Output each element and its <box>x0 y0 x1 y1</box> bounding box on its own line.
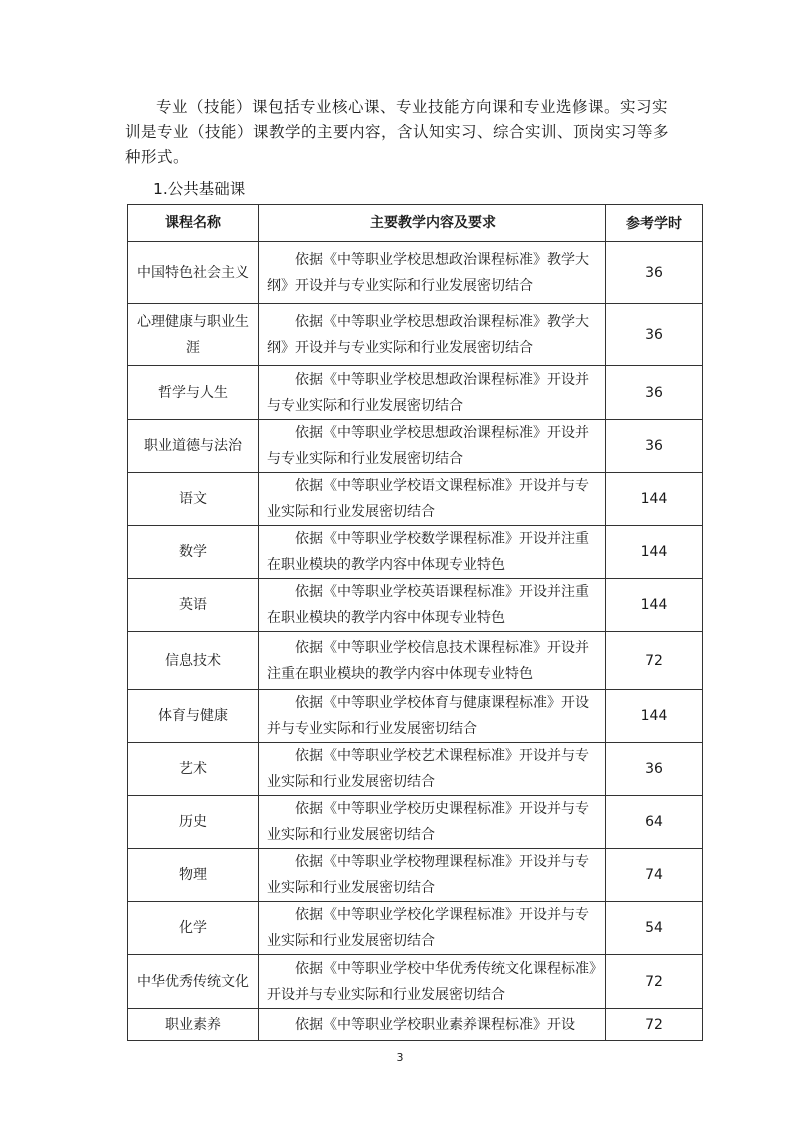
course-hours: 144 <box>606 579 703 632</box>
table-row <box>128 304 703 366</box>
course-table <box>127 204 703 1041</box>
course-hours: 54 <box>606 902 703 955</box>
course-hours: 144 <box>606 473 703 526</box>
course-name: 体育与健康 <box>128 690 259 743</box>
course-requirement: 依据《中等职业学校中华优秀传统文化课程标准》开设并与专业实际和行业发展密切结合 <box>259 955 606 1009</box>
course-hours: 144 <box>606 690 703 743</box>
course-hours: 72 <box>606 632 703 690</box>
table-header-row <box>128 205 703 242</box>
course-name: 历史 <box>128 796 259 849</box>
section-title: 1.公共基础课 <box>153 180 246 198</box>
course-requirement: 依据《中等职业学校数学课程标准》开设并注重在职业模块的教学内容中体现专业特色 <box>259 526 606 579</box>
course-requirement: 依据《中等职业学校物理课程标准》开设并与专业实际和行业发展密切结合 <box>259 849 606 902</box>
header-hours: 参考学时 <box>606 205 703 242</box>
course-requirement: 依据《中等职业学校化学课程标准》开设并与专业实际和行业发展密切结合 <box>259 902 606 955</box>
course-requirement: 依据《中等职业学校语文课程标准》开设并与专业实际和行业发展密切结合 <box>259 473 606 526</box>
course-requirement: 依据《中等职业学校历史课程标准》开设并与专业实际和行业发展密切结合 <box>259 796 606 849</box>
table-row <box>128 743 703 796</box>
course-name: 心理健康与职业生涯 <box>128 304 259 366</box>
table-row <box>128 473 703 526</box>
course-name: 中华优秀传统文化 <box>128 955 259 1009</box>
table-row <box>128 1009 703 1041</box>
course-hours: 64 <box>606 796 703 849</box>
course-hours: 72 <box>606 1009 703 1041</box>
table-row <box>128 366 703 420</box>
course-name: 职业素养 <box>128 1009 259 1041</box>
course-name: 化学 <box>128 902 259 955</box>
table-row <box>128 796 703 849</box>
course-name: 信息技术 <box>128 632 259 690</box>
table-row <box>128 242 703 304</box>
course-requirement: 依据《中等职业学校思想政治课程标准》教学大纲》开设并与专业实际和行业发展密切结合 <box>259 304 606 366</box>
header-content: 主要教学内容及要求 <box>259 205 606 242</box>
course-name: 中国特色社会主义 <box>128 242 259 304</box>
course-name: 哲学与人生 <box>128 366 259 420</box>
table-row <box>128 526 703 579</box>
course-hours: 72 <box>606 955 703 1009</box>
course-requirement: 依据《中等职业学校信息技术课程标准》开设并注重在职业模块的教学内容中体现专业特色 <box>259 632 606 690</box>
course-requirement: 依据《中等职业学校艺术课程标准》开设并与专业实际和行业发展密切结合 <box>259 743 606 796</box>
course-requirement: 依据《中等职业学校英语课程标准》开设并注重在职业模块的教学内容中体现专业特色 <box>259 579 606 632</box>
course-name: 职业道德与法治 <box>128 420 259 473</box>
course-requirement: 依据《中等职业学校体育与健康课程标准》开设并与专业实际和行业发展密切结合 <box>259 690 606 743</box>
course-hours: 36 <box>606 304 703 366</box>
course-name: 数学 <box>128 526 259 579</box>
course-name: 语文 <box>128 473 259 526</box>
course-name: 物理 <box>128 849 259 902</box>
course-hours: 36 <box>606 420 703 473</box>
course-name: 英语 <box>128 579 259 632</box>
course-requirement: 依据《中等职业学校思想政治课程标准》开设并与专业实际和行业发展密切结合 <box>259 366 606 420</box>
course-hours: 144 <box>606 526 703 579</box>
course-requirement: 依据《中等职业学校思想政治课程标准》开设并与专业实际和行业发展密切结合 <box>259 420 606 473</box>
table-row <box>128 579 703 632</box>
table-row <box>128 902 703 955</box>
course-requirement: 依据《中等职业学校思想政治课程标准》教学大纲》开设并与专业实际和行业发展密切结合 <box>259 242 606 304</box>
course-name: 艺术 <box>128 743 259 796</box>
course-hours: 36 <box>606 366 703 420</box>
table-row <box>128 420 703 473</box>
course-hours: 74 <box>606 849 703 902</box>
page-number: 3 <box>396 1051 404 1064</box>
course-requirement: 依据《中等职业学校职业素养课程标准》开设 <box>259 1009 606 1041</box>
course-hours: 36 <box>606 743 703 796</box>
header-course-name: 课程名称 <box>128 205 259 242</box>
course-hours: 36 <box>606 242 703 304</box>
table-row <box>128 632 703 690</box>
table-row <box>128 955 703 1009</box>
table-row <box>128 849 703 902</box>
table-row <box>128 690 703 743</box>
intro-paragraph: 专业（技能）课包括专业核心课、专业技能方向课和专业选修课。实习实训是专业（技能）课教学的主要内容，含认知实习、综合实训、顶岗实习等多种形式。 <box>125 98 670 166</box>
